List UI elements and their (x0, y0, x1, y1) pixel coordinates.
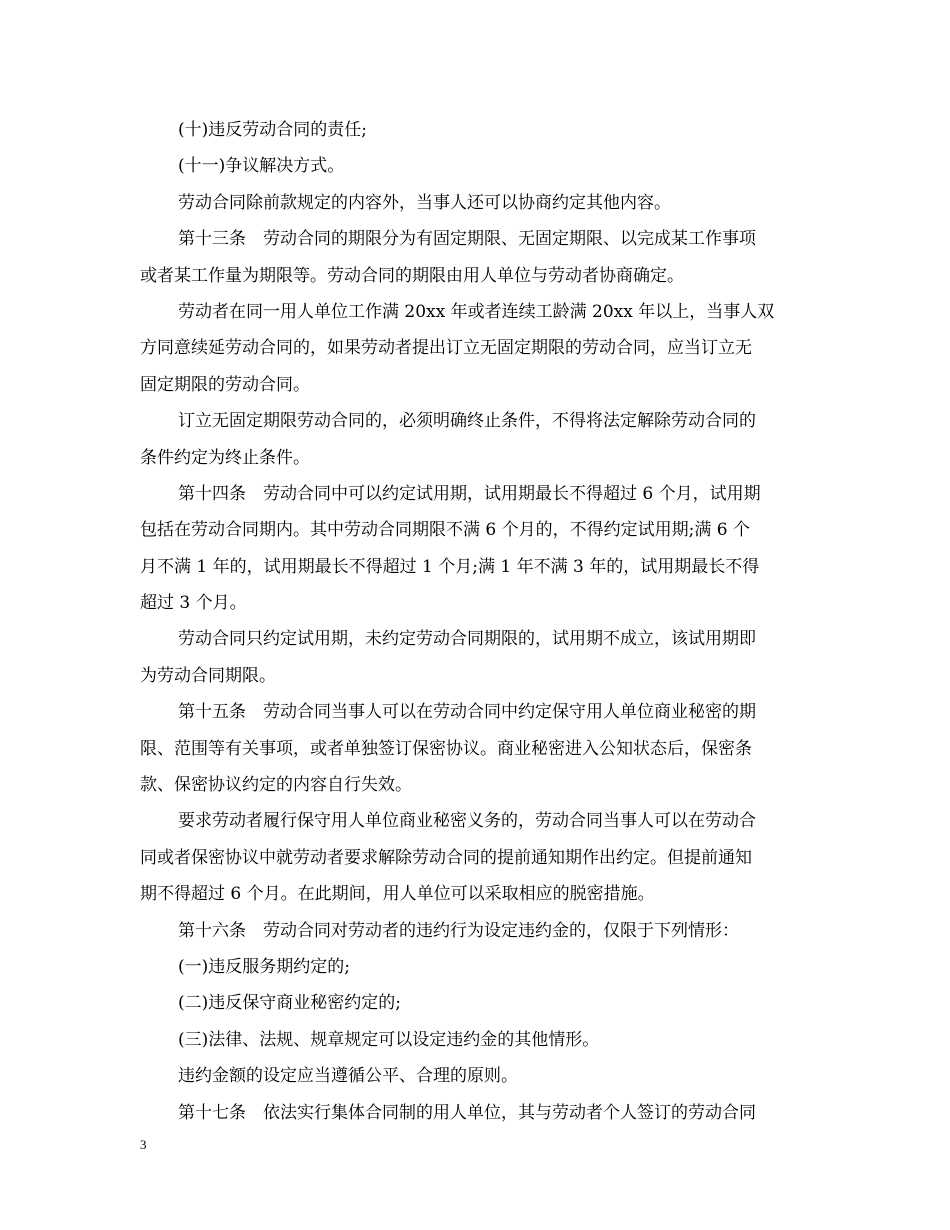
text-line: 订立无固定期限劳动合同的，必须明确终止条件，不得将法定解除劳动合同的 (178, 411, 756, 432)
text-line: 限、范围等有关事项，或者单独签订保密协议。商业秘密进入公知状态后，保密条 (140, 738, 752, 759)
text-line: 第十三条 劳动合同的期限分为有固定期限、无固定期限、以完成某工作事项 (178, 229, 756, 250)
document-body (140, 112, 812, 1131)
text-line: (二)违反保守商业秘密约定的; (178, 993, 401, 1014)
text-line: 或者某工作量为期限等。劳动合同的期限由用人单位与劳动者协商确定。 (140, 265, 684, 286)
text-line: 第十七条 依法实行集体合同制的用人单位，其与劳动者个人签订的劳动合同 (178, 1102, 756, 1123)
text-line: (十)违反劳动合同的责任; (178, 120, 367, 140)
text-line: 期不得超过 6 个月。在此期间，用人单位可以采取相应的脱密措施。 (140, 884, 655, 905)
text-line: 月不满 1 年的，试用期最长不得超过 1 个月;满 1 年不满 3 年的，试用期最长不得 (140, 556, 760, 577)
text-line: 要求劳动者履行保守用人单位商业秘密义务的，劳动合同当事人可以在劳动合 (178, 811, 756, 832)
text-line: 超过 3 个月。 (140, 593, 247, 614)
page-number: 3 (140, 1137, 147, 1152)
text-line: 劳动合同除前款规定的内容外，当事人还可以协商约定其他内容。 (178, 192, 671, 213)
text-line: 包括在劳动合同期内。其中劳动合同期限不满 6 个月的，不得约定试用期;满 6 个 (140, 520, 750, 541)
text-line: 违约金额的设定应当遵循公平、合理的原则。 (178, 1066, 518, 1087)
text-line: 第十五条 劳动合同当事人可以在劳动合同中约定保守用人单位商业秘密的期 (178, 702, 756, 723)
text-line: 固定期限的劳动合同。 (140, 374, 310, 395)
text-line: 为劳动合同期限。 (140, 665, 276, 686)
text-line: 方同意续延劳动合同的，如果劳动者提出订立无固定期限的劳动合同，应当订立无 (140, 338, 752, 359)
text-line: 款、保密协议约定的内容自行失效。 (140, 775, 412, 796)
text-line: 第十四条 劳动合同中可以约定试用期，试用期最长不得超过 6 个月，试用期 (178, 483, 761, 504)
text-line: 劳动者在同一用人单位工作满 20xx 年或者连续工龄满 20xx 年以上，当事人双 (178, 301, 775, 322)
text-line: 条件约定为终止条件。 (140, 447, 310, 468)
text-line: 第十六条 劳动合同对劳动者的违约行为设定违约金的，仅限于下列情形： (178, 920, 739, 941)
text-line: (十一)争议解决方式。 (178, 156, 345, 177)
text-line: 同或者保密协议中就劳动者要求解除劳动合同的提前通知期作出约定。但提前通知 (140, 847, 752, 868)
text-line: (三)法律、法规、规章规定可以设定违约金的其他情形。 (178, 1029, 600, 1050)
text-line: 劳动合同只约定试用期，未约定劳动合同期限的，试用期不成立，该试用期即 (178, 629, 756, 650)
text-line: (一)违反服务期约定的; (178, 956, 350, 977)
